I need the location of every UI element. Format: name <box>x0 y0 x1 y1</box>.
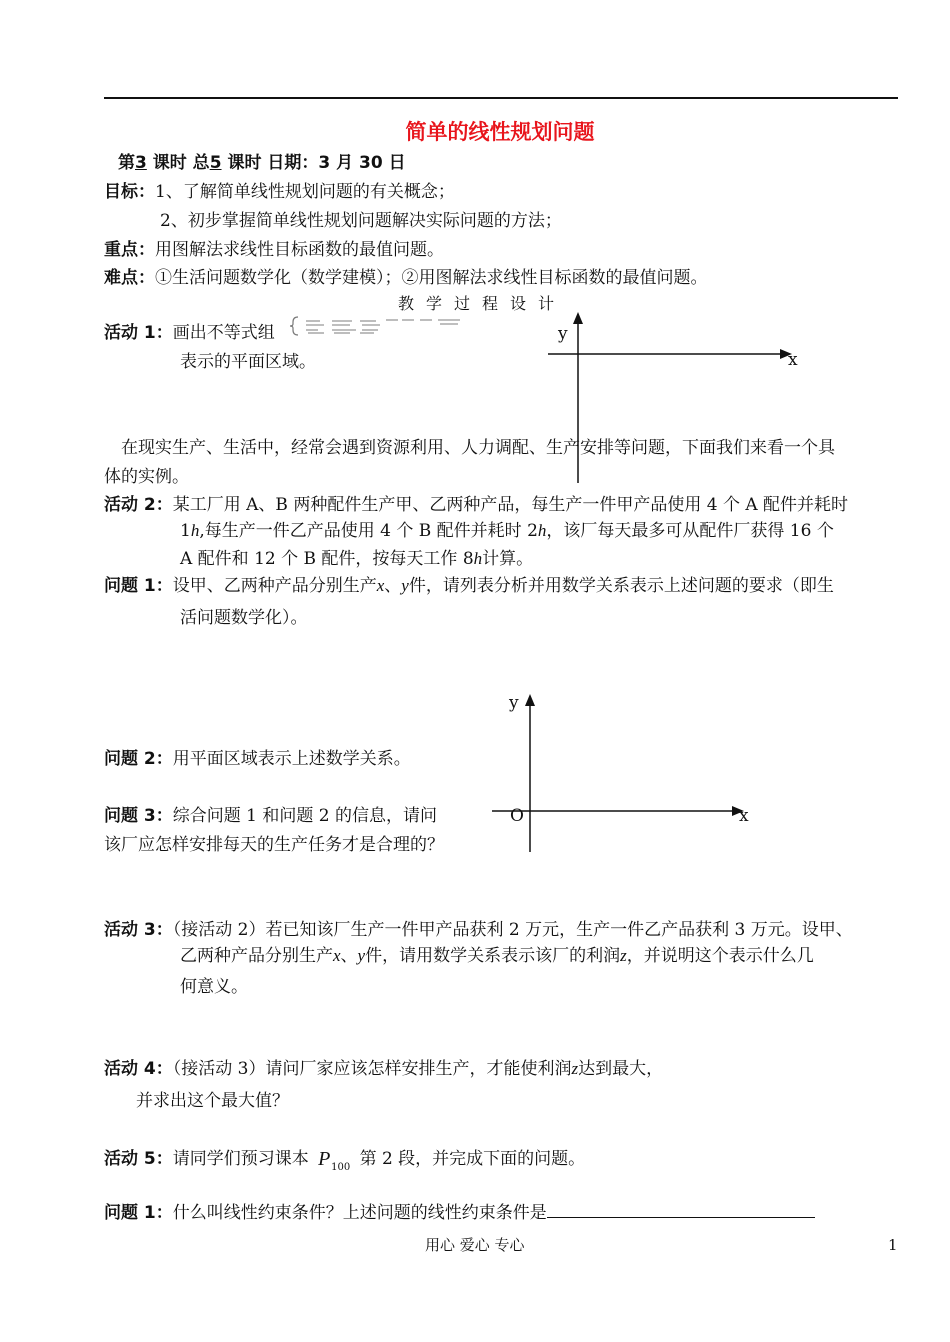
textbook-page-ref: P 100 <box>318 1148 351 1173</box>
lesson-info: 第3 课时 总5 课时 日期：3 月 30 日 <box>118 153 406 173</box>
goals-line2: 2、初步掌握简单线性规划问题解决实际问题的方法； <box>160 211 562 231</box>
total-lessons: 5 <box>209 153 222 173</box>
goals-line1: 目标：1、了解简单线性规划问题的有关概念； <box>104 182 455 202</box>
page-number: 1 <box>888 1236 898 1254</box>
question1-line1: 问题 1：设甲、乙两种产品分别生产x、y件，请列表分析并用数学关系表示上述问题的要求（即生 <box>104 576 834 596</box>
page-title: 简单的线性规划问题 <box>405 120 595 144</box>
activity2-line1: 活动 2：某工厂用 A、B 两种配件生产甲、乙两种产品，每生产一件甲产品使用 4 个 A 配件并耗时 <box>104 495 849 515</box>
section-heading: 教学过程设计 <box>398 294 567 313</box>
activity5-line: 活动 5：请同学们预习课本 P 100 第 2 段，并完成下面的问题。 <box>104 1144 585 1169</box>
question1b-line: 问题 1：什么叫线性约束条件？上述问题的线性约束条件是 <box>104 1198 815 1223</box>
activity2-line2: 1h,每生产一件乙产品使用 4 个 B 配件并耗时 2h，该厂每天最多可从配件厂获得 16 个 <box>180 521 834 541</box>
footer-motto: 用心 爱心 专心 <box>425 1236 525 1254</box>
activity4-line2: 并求出这个最大值？ <box>136 1091 289 1111</box>
activity1-label: 活动 1： <box>104 323 173 343</box>
lesson-number: 3 <box>135 153 147 173</box>
question1-label: 问题 1： <box>104 576 173 596</box>
activity2-label: 活动 2： <box>104 495 173 515</box>
question3-line1: 问题 3：综合问题 1 和问题 2 的信息，请问 <box>104 806 437 826</box>
activity1-line2: 表示的平面区域。 <box>180 352 316 372</box>
question3-line2: 该厂应怎样安排每天的生产任务才是合理的？ <box>104 835 444 855</box>
activity3-line1: 活动 3：（接活动 2）若已知该厂生产一件甲产品获利 2 万元，生产一件乙产品获利 3 万元。设甲、 <box>104 920 853 940</box>
graph2-y-label: y <box>509 693 519 713</box>
activity1-line1: 活动 1：画出不等式组 <box>104 323 275 343</box>
activity2-line3: A 配件和 12 个 B 配件，按每天工作 8h计算。 <box>180 549 534 569</box>
graph1-x-label: x <box>788 350 798 370</box>
goals-label: 目标： <box>104 182 155 202</box>
difficulty: 难点：①生活问题数学化（数学建模）；②用图解法求线性目标函数的最值问题。 <box>104 268 708 288</box>
key-point: 重点：用图解法求线性目标函数的最值问题。 <box>104 240 444 260</box>
question1-line2: 活问题数学化）。 <box>180 608 308 628</box>
activity4-line1: 活动 4：（接活动 3）请问厂家应该怎样安排生产，才能使利润z达到最大， <box>104 1059 664 1079</box>
graph2-origin-label: O <box>510 806 524 826</box>
graph1-y-label: y <box>558 324 568 344</box>
intro-line1: 在现实生产、生活中，经常会遇到资源利用、人力调配、生产安排等问题，下面我们来看一个具 <box>121 438 835 458</box>
graph2-axes <box>492 694 744 852</box>
graph2-x-label: x <box>739 806 749 826</box>
activity3-line3: 何意义。 <box>180 977 248 997</box>
answer-blank-line[interactable] <box>547 1201 815 1218</box>
question2: 问题 2：用平面区域表示上述数学关系。 <box>104 749 411 769</box>
intro-line2: 体的实例。 <box>104 467 189 487</box>
activity3-line2: 乙两种产品分别生产x、y件，请用数学关系表示该厂的利润z，并说明这个表示什么几 <box>180 946 814 966</box>
